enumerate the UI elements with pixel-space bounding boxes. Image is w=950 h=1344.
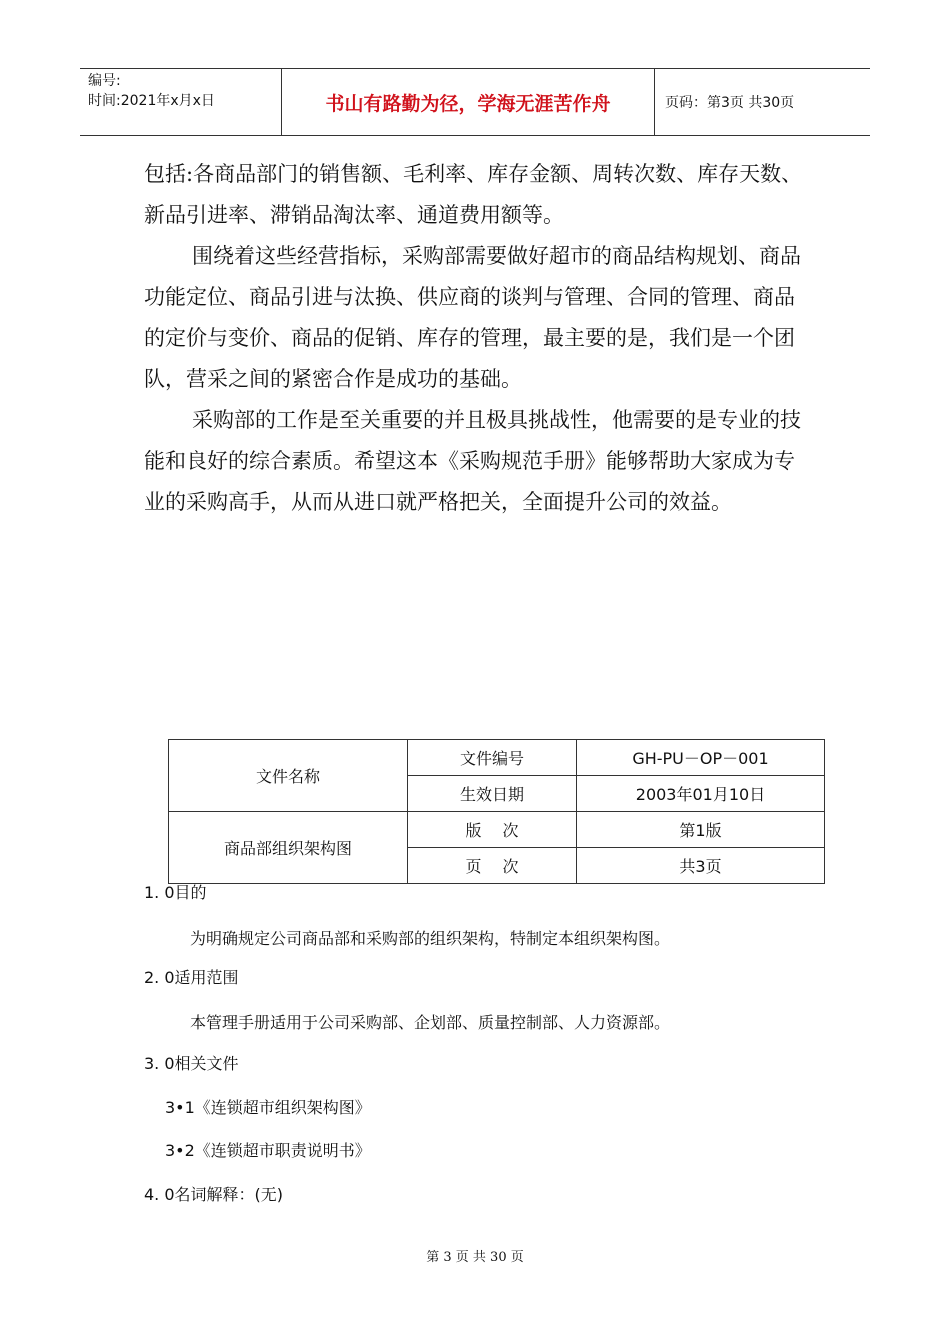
paragraph-2: 围绕着这些经营指标，采购部需要做好超市的商品结构规划、商品功能定位、商品引进与汰换、供应商的谈判与管理、合同的管理、商品的定价与变价、商品的促销、库存的管理，最主要的是，我们是一个团队，营采之间的紧密合作是成功的基础。	[144, 244, 801, 391]
effective-date-value: 2003年01月10日	[577, 776, 825, 812]
page-footer: 第 3 页 共 30 页	[426, 1250, 524, 1265]
pages-value: 共3页	[577, 848, 825, 884]
section-2-title: 2. 0适用范围	[144, 968, 239, 987]
doc-number-value: GH-PU－OP－001	[577, 740, 825, 776]
header-left-cell	[80, 69, 282, 135]
paragraph-3: 采购部的工作是至关重要的并且极具挑战性，他需要的是专业的技能和良好的综合素质。希望这本《采购规范手册》能够帮助大家成为专业的采购高手，从而从进口就严格把关，全面提升公司的效益。	[144, 408, 801, 514]
version-label: 版 次	[408, 812, 577, 848]
paragraph-1: 包括:各商品部门的销售额、毛利率、库存金额、周转次数、库存天数、新品引进率、滞销品淘汰率、通道费用额等。	[144, 162, 803, 227]
section-1-title: 1. 0目的	[144, 883, 207, 902]
section-1-text: 为明确规定公司商品部和采购部的组织架构，特制定本组织架构图。	[190, 929, 671, 948]
pages-label: 页 次	[408, 848, 577, 884]
doc-number-label: 文件编号	[408, 740, 577, 776]
section-2-text: 本管理手册适用于公司采购部、企划部、质量控制部、人力资源部。	[190, 1013, 671, 1032]
body-text	[144, 154, 804, 523]
motto: 书山有路勤为径，学海无涯苦作舟	[282, 69, 655, 135]
doc-name-label: 文件名称	[169, 740, 408, 812]
section-3-item-1: 3•1《连锁超市组织架构图》	[165, 1098, 371, 1117]
section-3-title: 3. 0相关文件	[144, 1054, 239, 1073]
effective-date-label: 生效日期	[408, 776, 577, 812]
section-3-item-2: 3•2《连锁超市职责说明书》	[165, 1141, 371, 1160]
section-4-title: 4. 0名词解释：(无)	[144, 1185, 284, 1204]
version-value: 第1版	[577, 812, 825, 848]
page-code: 页码：第3页 共30页	[665, 95, 795, 111]
number-label: 编号:	[88, 73, 121, 89]
document-info-table	[168, 739, 825, 884]
page-header	[80, 68, 870, 136]
doc-name-value: 商品部组织架构图	[169, 812, 408, 884]
time-label: 时间:2021年x月x日	[88, 93, 215, 109]
